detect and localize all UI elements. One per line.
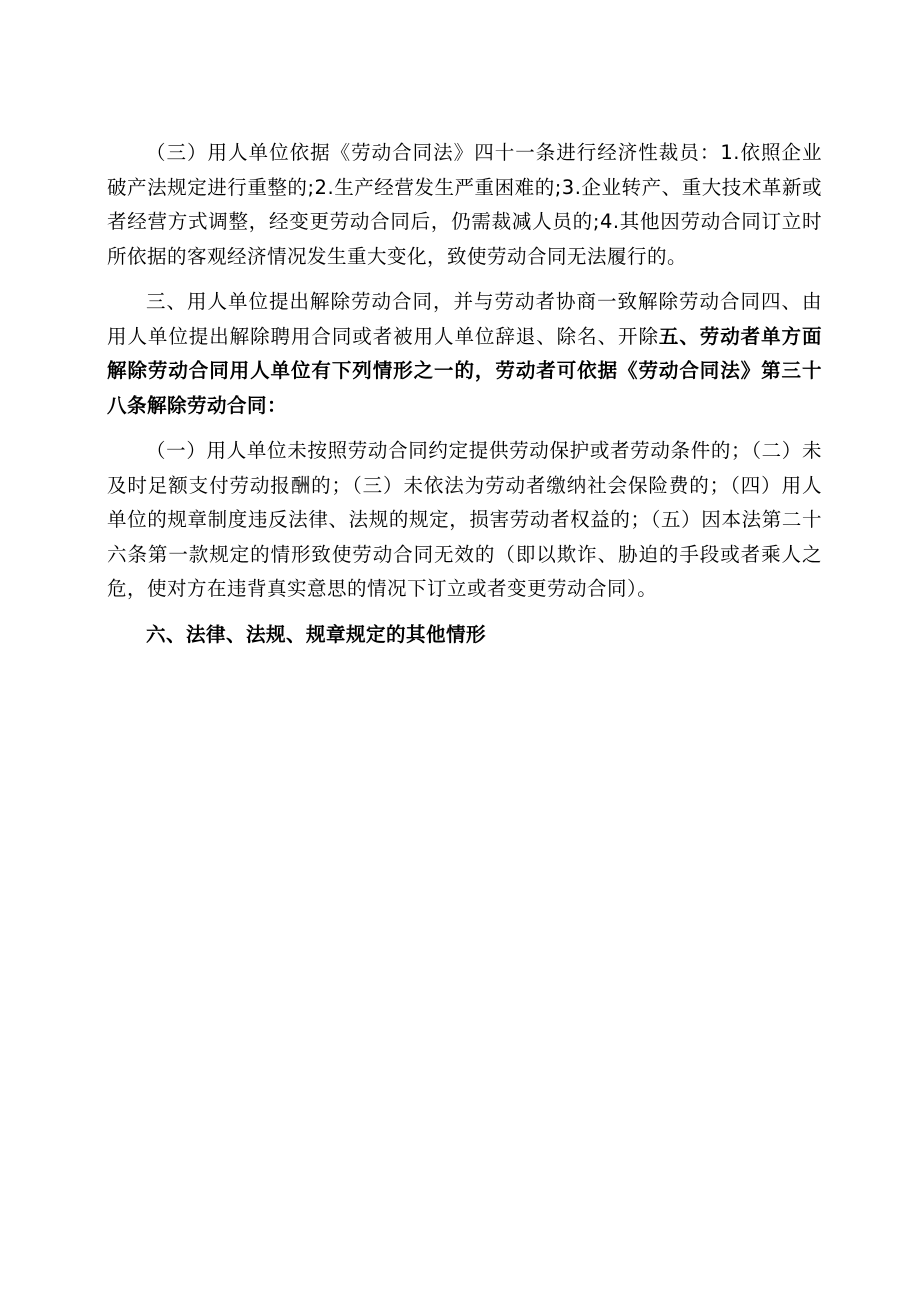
paragraph-termination-cases: [107, 285, 822, 423]
paragraph-employer-situations: （一）用人单位未按照劳动合同约定提供劳动保护或者劳动条件的；（二）未及时足额支付劳动报酬的；（三）未依法为劳动者缴纳社会保险费的；（四）用人单位的规章制度违反法律、法规的规定，损害劳动者权益的；（五）因本法第二十六条第一款规定的情形致使劳动合同无效的（即以欺诈、胁迫的手段或者乘人之危，使对方在违背真实意思的情况下订立或者变更劳动合同）。: [107, 439, 822, 600]
heading-employee-unilateral-termination: 五、劳动者单方面解除劳动合同用人单位有下列情形之一的，劳动者可依据《劳动合同法》第三十八条解除劳动合同：: [107, 324, 822, 417]
document-body: [107, 136, 822, 652]
paragraph-termination-plain-text: 三、用人单位提出解除劳动合同，并与劳动者协商一致解除劳动合同四、由用人单位提出解除聘用合同或者被用人单位辞退、除名、开除: [107, 290, 822, 348]
paragraph-economic-layoff: （三）用人单位依据《劳动合同法》四十一条进行经济性裁员：1.依照企业破产法规定进行重整的;2.生产经营发生严重困难的;3.企业转产、重大技术革新或者经营方式调整，经变更劳动合同后，仍需裁减人员的;4.其他因劳动合同订立时所依据的客观经济情况发生重大变化，致使劳动合同无法履行的。: [107, 141, 822, 268]
heading-other-situations: 六、法律、法规、规章规定的其他情形: [146, 622, 487, 646]
